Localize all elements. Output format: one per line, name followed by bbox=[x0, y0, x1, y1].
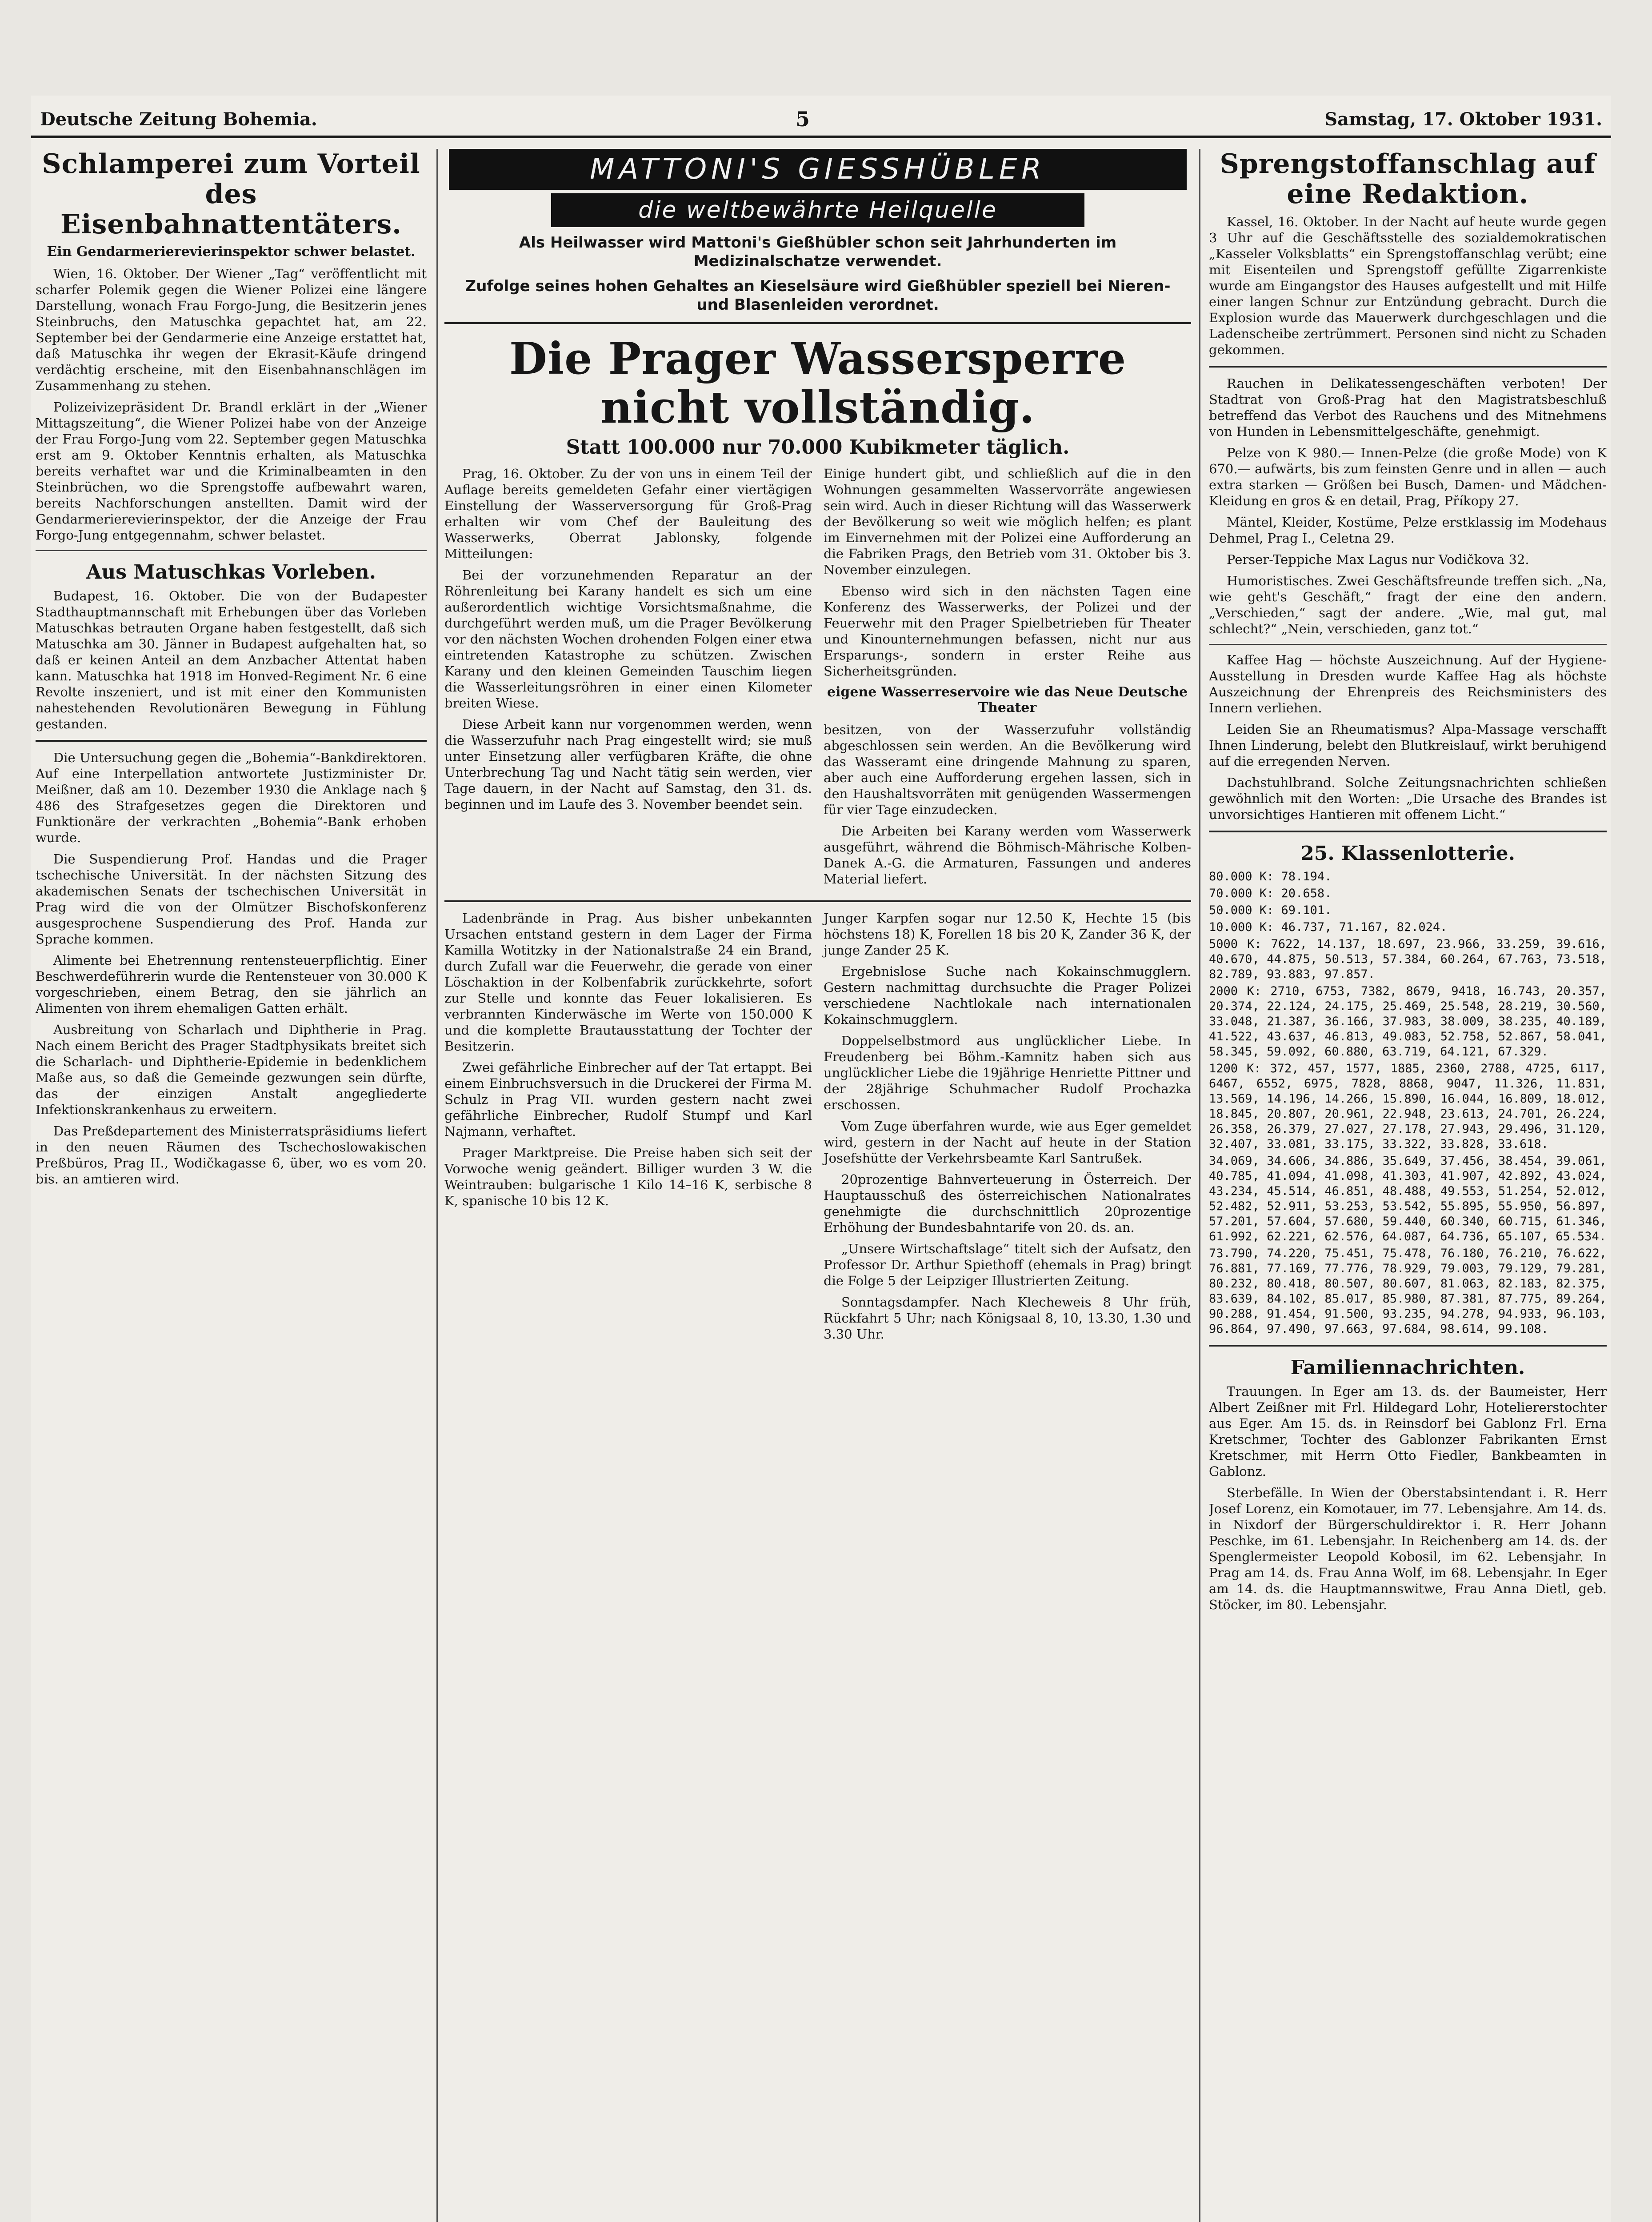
classified-item: Dachstuhlbrand. Solche Zeitungsnachrichten schließen gewöhnlich mit den Worten: „Die Ursache des Brandes ist unvorsichtiges Hantieren mit offenem Licht.“ bbox=[1209, 775, 1607, 822]
ad-text: Als Heilwasser wird Mattoni's Gießhübler schon seit Jahrhunderten im Medizinalschatze verwendet. bbox=[519, 234, 1117, 270]
article-title: Schlamperei zum Vorteil des Eisenbahnattentäters. bbox=[42, 149, 420, 240]
family-notice: Trauungen. In Eger am 13. ds. der Baumeister, Herr Albert Zeißner mit Frl. Hildegard Lohr, Hoteliererstochter aus Eger. Am 15. ds. in Reinsdorf bei Gablonz Frl. Erna Kretschmer, Tochter des Gablonzer Fabrikanten Ernst Kretschmer, mit Herrn Otto Fiedler, Bankbeamten in Gablonz. bbox=[1209, 1384, 1607, 1479]
lottery-line: 73.790, 74.220, 75.451, 75.478, 76.180, 76.210, 76.622, 76.881, 77.169, 77.776, 78.929, 79.003, 79.129, 79.281, 80.232, 80.418, 80.507, 80.607, 81.063, 82.183, 82.375, 83.639, 84.102, 85.017, 85.980, 87.381, 87.775, 89.264, 90.288, 91.454, 91.500, 93.235, 94.278, 94.933, 96.103, 96.864, 97.490, 97.663, 97.684, 98.614, 99.108. bbox=[1209, 1247, 1607, 1336]
ad-banner-brand: MATTONI'S GIESSHÜBLER bbox=[449, 149, 1187, 190]
newspaper-page bbox=[31, 96, 1611, 2222]
column-middle bbox=[444, 149, 1191, 2222]
divider bbox=[1209, 1345, 1607, 1347]
article-paragraph: Ebenso wird sich in den nächsten Tagen eine Konferenz des Wasserwerks, der Polizei und der Feuerwehr mit den Prager Spielbetrieben für Theater und Kinounternehmungen befassen, nicht nur aus Ersparungs-, sondern in erster Reihe aus Sicherheitsgründen. bbox=[824, 583, 1191, 679]
news-item: „Unsere Wirtschaftslage“ titelt sich der Aufsatz, den Professor Dr. Arthur Spiethoff (ehemals in Prag) bringt die Folge 5 der Leipziger Illustrierten Zeitung. bbox=[824, 1241, 1191, 1288]
classified-item: Pelze von K 980.— Innen-Pelze (die große Mode) von K 670.— aufwärts, bis zum feinsten Genre und in allen — auch extra starken — Größen bei Busch, Damen- und Mädchen-Kleidung en gros & en detail, Prag, Příkopy 27. bbox=[1209, 445, 1607, 508]
column-left bbox=[36, 149, 427, 2222]
article-title: Sprengstoffanschlag auf eine Redaktion. bbox=[1220, 149, 1596, 210]
news-item: Sonntagsdampfer. Nach Klecheweis 8 Uhr früh, Rückfahrt 5 Uhr; nach Königsaal 8, 10, 13.30, 1.30 und 3.30 Uhr. bbox=[824, 1295, 1191, 1342]
news-item: Prager Marktpreise. Die Preise haben sich seit der Vorwoche wenig geändert. Billiger wurden 3 W. die Weintrauben: bulgarische 1 Kilo 14–16 K, serbische 8 K, spanische 10 bis 12 K. bbox=[444, 1145, 812, 1208]
classified-item: Mäntel, Kleider, Kostüme, Pelze erstklassig im Modehaus Dehmel, Prag I., Celetna 29. bbox=[1209, 515, 1607, 546]
lottery-line: 1200 K: 372, 457, 1577, 1885, 2360, 2788, 4725, 6117, 6467, 6552, 6975, 7828, 8868, 9047, 11.326, 11.831, 13.569, 14.196, 14.266, 15.890, 16.044, 16.809, 18.012, 18.845, 20.807, 20.961, 22.948, 23.613, 24.701, 26.224, 26.358, 26.379, 27.027, 27.178, 27.943, 29.496, 31.120, 32.407, 33.081, 33.175, 33.322, 33.828, 33.618. bbox=[1209, 1062, 1607, 1151]
classified-item: Perser-Teppiche Max Lagus nur Vodičkova 32. bbox=[1227, 552, 1529, 567]
news-item: Das Preßdepartement des Ministerratspräsidiums liefert in den neuen Räumen des Tschechoslowakischen Preßbüros, Prag II., Wodičkagasse 6, über, wo es vom 20. bis. an amtieren wird. bbox=[36, 1123, 427, 1187]
news-item: Alimente bei Ehetrennung rentensteuerpflichtig. Einer Beschwerdeführerin wurde die Rentensteuer von 30.000 K vorgeschrieben, einem Betrag, den sie jährlich an Alimenten von ihrem ehemaligen Gatten erhält. bbox=[36, 953, 427, 1016]
lottery-line: 2000 K: 2710, 6753, 7382, 8679, 9418, 16.743, 20.357, 20.374, 22.124, 24.175, 25.469, 25.548, 28.219, 30.560, 33.048, 21.387, 36.166, 37.983, 38.009, 38.235, 40.189, 41.522, 43.637, 46.813, 49.083, 52.758, 52.867, 58.041, 58.345, 59.092, 60.880, 63.719, 64.121, 67.329. bbox=[1209, 984, 1607, 1059]
divider bbox=[36, 740, 427, 742]
lottery-line: 10.000 K: 46.737, 71.167, 82.024. bbox=[1209, 920, 1448, 934]
news-item: Die Suspendierung Prof. Handas und die Prager tschechische Universität. In der nächsten Sitzung des akademischen Senats der tschechischen Universität in Prag wird die von der Olmützer Bischofskonferenz ausgesprochene Suspendierung des Prof. Handa zur Sprache kommen. bbox=[36, 851, 427, 947]
main-article-body bbox=[444, 466, 1191, 892]
column-rule bbox=[1199, 149, 1200, 2222]
article-paragraph: Die Arbeiten bei Karany werden vom Wasserwerk ausgeführt, während die Böhmisch-Mährische Kolben-Danek A.-G. die Armaturen, Fassungen und anderes Material liefert. bbox=[824, 823, 1191, 887]
article-paragraph: Prag, 16. Oktober. Zu der von uns in einem Teil der Auflage bereits gemeldeten Gefahr einer viertägigen Einstellung der Wasserversorgung für Groß-Prag erhalten wir vom Chef der Bauleitung des Wasserwerks, Oberrat Jablonsky, folgende Mitteilungen: bbox=[444, 466, 812, 561]
issue-date: Samstag, 17. Oktober 1931. bbox=[1324, 109, 1602, 130]
article-paragraph: Budapest, 16. Oktober. Die von der Budapester Stadthauptmannschaft mit Erhebungen über das Vorleben Matuschkas betrauten Organe haben festgestellt, daß sich Matuschka am 30. Jänner in Budapest aufgehalten hat, so daß er keinen Anteil an dem Anzbacher Attentat haben kann. Matuschka hat 1918 im Honved-Regiment Nr. 6 eine Revolte inszeniert, und ist mit einer den Kommunisten nahestehenden Revolutionären Bewegung in Fühlung gestanden. bbox=[36, 588, 427, 731]
article-paragraph: Kassel, 16. Oktober. In der Nacht auf heute wurde gegen 3 Uhr auf die Geschäftsstelle des sozialdemokratischen „Kasseler Volksblatts“ ein Sprengstoffanschlag verübt; eine mit Eisenteilen und Sprengstoff gefüllte Zigarrenkiste wurde am Eingangstor des Hauses aufgestellt und mit Hilfe einer langen Schnur zur Entzündung gebracht. Durch die Explosion wurde das Mauerwerk durchgeschlagen und die Ladenscheibe zertrümmert. Personen sind nicht zu Schaden gekommen. bbox=[1209, 214, 1607, 357]
divider bbox=[1209, 831, 1607, 832]
divider bbox=[444, 322, 1191, 324]
classified-item: Humoristisches. Zwei Geschäftsfreunde treffen sich. „Na, wie geht's Geschäft,“ fragt der eine den andern. „Verschieden,“ sagt der andere. „Wie, mal gut, mal schlecht?“ „Nein, verschieden, ganz tot.“ bbox=[1209, 573, 1607, 636]
news-item: Ergebnislose Suche nach Kokainschmugglern. Gestern nachmittag durchsuchte die Prager Polizei verschiedene Nachtlokale nach internationalen Kokainschmugglern. bbox=[824, 964, 1191, 1027]
article-subtitle: Ein Gendarmerierevierinspektor schwer belastet. bbox=[47, 244, 416, 260]
news-item: Ladenbrände in Prag. Aus bisher unbekannten Ursachen entstand gestern in dem Lager der Firma Kamilla Wotitzky in der Nationalstraße 24 ein Brand, durch Zufall war die Feuerwehr, die gerade von einer Löschaktion in der Kolbenfabrik zurückkehrte, sofort zur Stelle und konnte das Feuer lokalisieren. Es verbrannten Kinderwäsche im Werte von 150.000 K und die komplette Brautausstattung der Tochter der Besitzerin. bbox=[444, 911, 812, 1054]
news-item: Zwei gefährliche Einbrecher auf der Tat ertappt. Bei einem Einbruchsversuch in die Druckerei der Firma M. Schulz in Prag VII. wurden gestern nacht zwei gefährliche Einbrecher, Rudolf Stumpf und Karl Najmann, verhaftet. bbox=[444, 1060, 812, 1139]
masthead bbox=[31, 104, 1611, 138]
article-title: Aus Matuschkas Vorleben. bbox=[86, 561, 376, 583]
news-item: Junger Karpfen sogar nur 12.50 K, Hechte 15 (bis höchstens 18) K, Forellen 18 bis 20 K, Zander 36 K, der junge Zander 25 K. bbox=[824, 911, 1191, 958]
column-rule bbox=[436, 149, 438, 2222]
divider bbox=[1209, 644, 1607, 645]
lottery-line: 5000 K: 7622, 14.137, 18.697, 23.966, 33.259, 39.616, 40.670, 44.875, 50.513, 57.384, 60.264, 67.763, 73.518, 82.789, 93.883, 97.857. bbox=[1209, 937, 1607, 981]
newspaper-name: Deutsche Zeitung Bohemia. bbox=[40, 109, 317, 130]
local-news bbox=[444, 910, 1191, 1347]
mattoni-advertisement bbox=[449, 149, 1187, 314]
divider bbox=[36, 550, 427, 551]
article-paragraph: Polizeivizepräsident Dr. Brandl erklärt in der „Wiener Mittagszeitung“, die Wiener Polizei habe von der Anzeige der Frau Forgo-Jung vom 22. September gegen Matuschka erst am 9. Oktober Kenntnis erhalten, als Matuschka bereits verhaftet war und die Kriminalbeamten in den Steinbrüchen, wo die Sprengstoffe aufbewahrt waren, bereits Nachforschungen anstellten. Damit wird der Gendarmerierevierinspektor, der die Anzeige der Frau Forgo-Jung entgegennahm, schwer belastet. bbox=[36, 400, 427, 543]
main-subheadline: Statt 100.000 nur 70.000 Kubikmeter täglich. bbox=[566, 436, 1070, 459]
lottery-line: 50.000 K: 69.101. bbox=[1209, 903, 1332, 917]
classified-item: Leiden Sie an Rheumatismus? Alpa-Massage verschafft Ihnen Linderung, belebt den Blutkreislauf, wirkt beruhigend auf die erregenden Nerven. bbox=[1209, 722, 1607, 769]
article-paragraph: Wien, 16. Oktober. Der Wiener „Tag“ veröffentlicht mit scharfer Polemik gegen die Wiener Polizei eine längere Darstellung, wonach Frau Forgo-Jung, die Besitzerin jenes Steinbruchs, den Matuschka gepachtet hat, am 22. September bei der Gendarmerie eine Anzeige erstattet hat, daß Matuschka ihr wegen der Ekrasit-Käufe dringend verdächtig erscheine, mit den Eisenbahnanschlägen im Zusammenhang zu stehen. bbox=[36, 266, 427, 393]
ad-text: Zufolge seines hohen Gehaltes an Kieselsäure wird Gießhübler speziell bei Nieren- und Blasenleiden verordnet. bbox=[465, 277, 1171, 314]
classified-item: Rauchen in Delikatessengeschäften verboten! Der Stadtrat von Groß-Prag hat den Magistratsbeschluß betreffend das Verbot des Rauchens und des Mitnehmens von Hunden in Lebensmittelgeschäfte, genehmigt. bbox=[1209, 376, 1607, 439]
news-item: Ausbreitung von Scharlach und Diphtherie in Prag. Nach einem Bericht des Prager Stadtphysikats breitet sich die Scharlach- und Diphtherie-Epidemie in bedenklichem Maße aus, so daß die Gemeinde gezwungen sein dürfte, das der einzigen Anstalt angegliederte Infektionskrankenhaus zu erweitern. bbox=[36, 1022, 427, 1117]
family-notices-title: Familiennachrichten. bbox=[1290, 1356, 1525, 1379]
article-subheading: eigene Wasserreservoire wie das Neue Deutsche Theater bbox=[827, 684, 1188, 715]
ad-banner-slogan: die weltbewährte Heilquelle bbox=[551, 193, 1084, 227]
column-right bbox=[1209, 149, 1607, 2222]
news-item: Die Untersuchung gegen die „Bohemia“-Bankdirektoren. Auf eine Interpellation antwortete Justizminister Dr. Meißner, daß am 10. Dezember 1930 die Anklage nach § 486 des Strafgesetzes gegen die Direktoren und Funktionäre der verkrachten „Bohemia“-Bank erhoben wurde. bbox=[36, 750, 427, 845]
lottery-title: 25. Klassenlotterie. bbox=[1300, 842, 1515, 865]
page-number: 5 bbox=[796, 107, 810, 131]
article-paragraph: Diese Arbeit kann nur vorgenommen werden, wenn die Wasserzufuhr nach Prag eingestellt wird; sie muß unter Einsetzung aller verfügbaren Kräfte, die ohne Unterbrechung Tag und Nacht tätig sein werden, vier Tage dauern, in der Nacht auf Samstag, den 31. ds. beginnen und im Laufe des 3. November beendet sein. bbox=[444, 717, 812, 812]
classified-item: Kaffee Hag — höchste Auszeichnung. Auf der Hygiene-Ausstellung in Dresden wurde Kaffee Hag als höchste Auszeichnung der Ehrenpreis des Reichsministers des Innern verliehen. bbox=[1209, 652, 1607, 715]
main-headline: Die Prager Wassersperre nicht vollständig. bbox=[509, 333, 1127, 433]
news-item: 20prozentige Bahnverteuerung in Österreich. Der Hauptausschuß des österreichischen Nationalrates genehmigte die durchschnittlich 20prozentige Erhöhung der Bundesbahntarife von 20. ds. an. bbox=[824, 1172, 1191, 1235]
lottery-line: 80.000 K: 78.194. bbox=[1209, 870, 1332, 883]
article-paragraph: Einige hundert gibt, und schließlich auf die in den Wohnungen gesammelten Wasservorräte angewiesen sein wird. Auch in dieser Richtung will das Wasserwerk der Bevölkerung so weit wie möglich helfen; es plant im Einvernehmen mit der Polizei eine Aufforderung an die Fabriken Prags, den Betrieb vom 31. Oktober bis 3. November einzulegen. bbox=[824, 466, 1191, 577]
article-paragraph: Bei der vorzunehmenden Reparatur an der Röhrenleitung bei Karany handelt es sich um eine außerordentlich wichtige Vorsichtsmaßnahme, die durchgeführt werden muß, um die Prager Bevölkerung vor den nächsten Wochen drohenden Folgen einer etwa eintretenden Katastrophe zu schützen. Zwischen Karany und den kleinen Gemeinden Tauschim liegen die Wasserleitungsröhren in einer einen Kilometer breiten Wiese. bbox=[444, 567, 812, 711]
article-paragraph: besitzen, von der Wasserzufuhr vollständig abgeschlossen sein werden. An die Bevölkerung wird das Wasseramt eine dringende Mahnung zu sparen, aber auch eine Aufforderung ergehen lassen, sich in den Haushaltsvorräten mit genügenden Wassermengen für vier Tage einzudecken. bbox=[824, 722, 1191, 817]
divider bbox=[1209, 366, 1607, 368]
family-notice: Sterbefälle. In Wien der Oberstabsintendant i. R. Herr Josef Lorenz, ein Komotauer, im 77. Lebensjahre. Am 14. ds. in Nixdorf der Bürgerschuldirektor i. R. Herr Johann Peschke, im 61. Lebensjahr. In Reichenberg am 14. ds. der Spenglermeister Leopold Kobosil, im 62. Lebensjahr. In Prag am 14. ds. Frau Anna Wolf, im 68. Lebensjahr. In Eger am 14. ds. die Hauptmannswitwe, Frau Anna Dietl, geb. Stöcker, im 80. Lebensjahr. bbox=[1209, 1485, 1607, 1612]
divider bbox=[444, 900, 1191, 902]
lottery-line: 70.000 K: 20.658. bbox=[1209, 887, 1332, 900]
news-item: Doppelselbstmord aus unglücklicher Liebe. In Freudenberg bei Böhm.-Kamnitz haben sich aus unglücklicher Liebe die 19jährige Henriette Pittner und der 28jährige Schuhmacher Rudolf Prochazka erschossen. bbox=[824, 1033, 1191, 1112]
news-item: Vom Zuge überfahren wurde, wie aus Eger gemeldet wird, gestern in der Nacht auf heute in der Station Josefshütte der Verkehrsbeamte Karl Santrußek. bbox=[824, 1119, 1191, 1166]
lottery-line: 34.069, 34.606, 34.886, 35.649, 37.456, 38.454, 39.061, 40.785, 41.094, 41.098, 41.303, 41.907, 42.892, 43.024, 43.234, 45.514, 46.851, 48.488, 49.553, 51.254, 52.012, 52.482, 52.911, 53.253, 53.542, 55.895, 55.950, 56.897, 57.201, 57.604, 57.680, 59.440, 60.340, 60.715, 61.346, 61.992, 62.221, 62.576, 64.087, 64.736, 65.107, 65.534. bbox=[1209, 1154, 1607, 1243]
